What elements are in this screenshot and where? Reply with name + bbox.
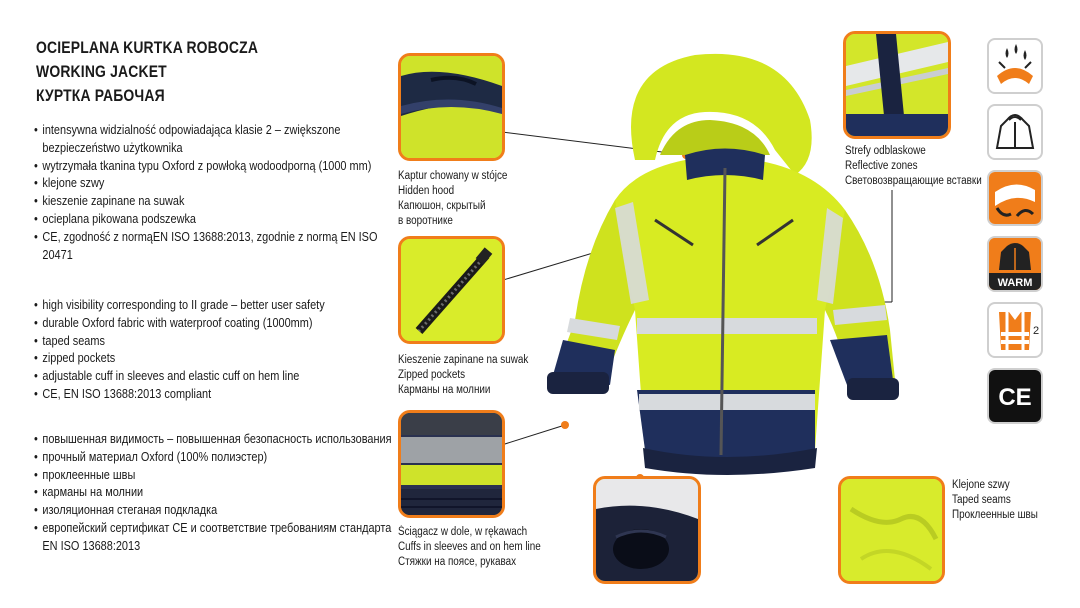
title-line-en: WORKING JACKET — [36, 62, 167, 81]
list-item: • европейский сертификат CE и соответствие требованиям стандарта EN ISO 13688:2013 — [34, 519, 395, 555]
list-item: • intensywna widzialność odpowiadająca klasie 2 – zwiększone bezpieczeństwo użytkownika — [34, 121, 395, 157]
caption-cuffs: Ściągacz w dole, w rękawach Cuffs in sleeves and on hem line Стяжки на поясе, рукавах — [398, 526, 541, 568]
detail-pocket-image — [398, 236, 505, 344]
list-item: • карманы на молнии — [34, 483, 395, 501]
title-line-pl: OCIEPLANA KURTKA ROBOCZA — [36, 38, 259, 57]
warm-lining-icon — [987, 170, 1043, 226]
detail-sleeve-image — [398, 410, 505, 518]
detail-hood-image — [398, 53, 505, 161]
title-line-ru: КУРТКА РАБОЧАЯ — [36, 86, 165, 105]
detail-seams-image — [838, 476, 945, 584]
list-item: • wytrzymała tkanina typu Oxford z powłoką wodoodporną (1000 mm) — [34, 157, 395, 175]
class-number: 2 — [1032, 325, 1040, 337]
list-item: • изоляционная стеганая подкладка — [34, 501, 395, 519]
warm-label: WARM — [997, 277, 1033, 289]
ce-mark-icon — [987, 368, 1043, 424]
list-item: • kieszenie zapinane na suwak — [34, 192, 395, 210]
feature-list-en — [34, 296, 395, 403]
list-item: • CE, EN ISO 13688:2013 compliant — [34, 385, 395, 403]
jacket-illustration — [525, 50, 915, 480]
hi-vis-class-icon — [987, 302, 1043, 358]
sleeve-detail-graphic — [401, 413, 502, 515]
waterproof-icon — [987, 38, 1043, 94]
list-item: • прочный материал Oxford (100% полиэстер) — [34, 448, 395, 466]
cuff-detail-graphic — [596, 479, 698, 581]
list-item: • CE, zgodność z normąEN ISO 13688:2013, zgodnie z normą EN ISO 20471 — [34, 228, 395, 264]
zipper-detail-graphic — [401, 239, 502, 341]
product-title — [36, 36, 258, 108]
list-item: • high visibility corresponding to II grade – better user safety — [34, 296, 395, 314]
warm-jacket-icon — [987, 236, 1043, 292]
seams-detail-graphic — [841, 479, 942, 581]
list-item: • zipped pockets — [34, 349, 395, 367]
list-item: • durable Oxford fabric with waterproof coating (1000mm) — [34, 314, 395, 332]
list-item: • adjustable cuff in sleeves and elastic cuff on hem line — [34, 367, 395, 385]
list-item: • повышенная видимость – повышенная безопасность использования — [34, 430, 395, 448]
feature-list-pl — [34, 121, 395, 263]
caption-reflective: Strefy odblaskowe Reflective zones Световозвращающие вставки — [845, 145, 982, 187]
ce-mark-text: CE — [998, 384, 1032, 411]
list-item: • ocieplana pikowana podszewka — [34, 210, 395, 228]
list-item: • klejone szwy — [34, 174, 395, 192]
list-item: • taped seams — [34, 332, 395, 350]
detail-cuff-image — [593, 476, 701, 584]
list-item: • проклеенные швы — [34, 466, 395, 484]
hood-detail-graphic — [401, 56, 502, 158]
caption-pockets: Kieszenie zapinane na suwak Zipped pockets Карманы на молнии — [398, 354, 529, 396]
caption-seams: Klejone szwy Taped seams Проклеенные швы — [952, 479, 1038, 521]
hood-jacket-icon — [987, 104, 1043, 160]
caption-hood: Kaptur chowany w stójce Hidden hood Капюшон, скрытый в воротнике — [398, 170, 508, 227]
feature-list-ru — [34, 430, 395, 555]
